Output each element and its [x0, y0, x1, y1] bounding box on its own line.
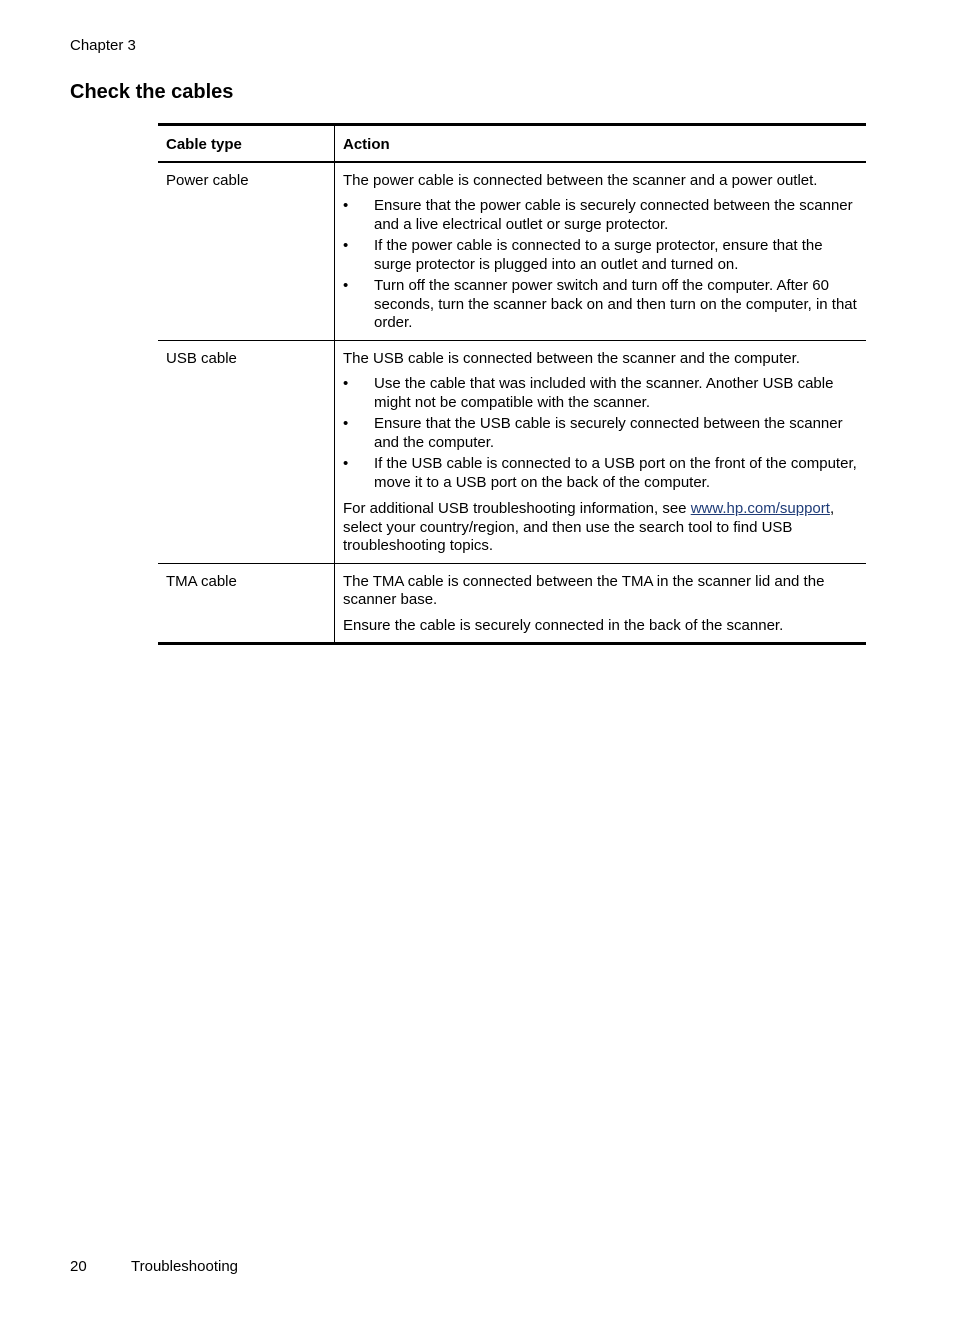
bullet-icon: • — [343, 277, 349, 294]
action-bullet-list — [343, 197, 858, 333]
bullet-icon: • — [343, 237, 349, 254]
action-cell — [335, 340, 867, 563]
support-text-prefix: For additional USB troubleshooting information, see — [343, 500, 691, 517]
chapter-label: Chapter 3 — [70, 37, 136, 54]
action-cell — [335, 162, 867, 341]
list-item-text: If the USB cable is connected to a USB port on the front of the computer, move it to a USB port on the back of the computer. — [374, 455, 857, 491]
list-item — [343, 375, 858, 412]
table-row-usb-cable — [158, 340, 866, 563]
list-item — [343, 415, 858, 452]
usb-support-paragraph — [343, 500, 858, 556]
hp-support-link[interactable]: www.hp.com/support — [690, 500, 830, 517]
action-bullet-list — [343, 375, 858, 492]
page-number: 20 — [70, 1258, 87, 1275]
cable-type-cell: TMA cable — [158, 563, 335, 644]
action-note: Ensure the cable is securely connected in the back of the scanner. — [343, 616, 784, 634]
table-row-power-cable — [158, 162, 866, 341]
list-item-text: If the power cable is connected to a surge protector, ensure that the surge protector is plugged into an outlet and turned on. — [374, 237, 823, 273]
column-header-action: Action — [343, 136, 390, 153]
cable-type-cell: Power cable — [158, 162, 335, 341]
list-item-text: Turn off the scanner power switch and turn off the computer. After 60 seconds, turn the scanner back on and then turn on the computer, in that order. — [374, 277, 857, 331]
cables-table — [158, 123, 866, 645]
list-item-text: Ensure that the power cable is securely connected between the scanner and a live electrical outlet or surge protector. — [374, 197, 853, 233]
list-item — [343, 197, 858, 234]
list-item-text: Use the cable that was included with the scanner. Another USB cable might not be compatible with the scanner. — [374, 375, 834, 411]
column-header-cable-type: Cable type — [158, 125, 335, 162]
bullet-icon: • — [343, 455, 349, 472]
list-item — [343, 455, 858, 492]
table-header-row — [158, 125, 866, 162]
action-intro: The TMA cable is connected between the TMA in the scanner lid and the scanner base. — [343, 572, 825, 608]
bullet-icon: • — [343, 375, 349, 392]
bullet-icon: • — [343, 415, 349, 432]
list-item — [343, 277, 858, 333]
bullet-icon: • — [343, 197, 349, 214]
list-item-text: Ensure that the USB cable is securely connected between the scanner and the computer. — [374, 415, 843, 451]
action-intro: The power cable is connected between the scanner and a power outlet. — [343, 171, 818, 189]
section-title: Check the cables — [70, 81, 234, 103]
action-intro: The USB cable is connected between the scanner and the computer. — [343, 349, 800, 367]
action-cell — [335, 563, 867, 644]
list-item — [343, 237, 858, 274]
footer-section-title: Troubleshooting — [131, 1258, 239, 1275]
support-text-suffix: , select your country/region, and then use the search tool to find USB troubleshooting topics. — [343, 500, 835, 554]
cable-type-cell: USB cable — [158, 340, 335, 563]
table-row-tma-cable — [158, 563, 866, 644]
